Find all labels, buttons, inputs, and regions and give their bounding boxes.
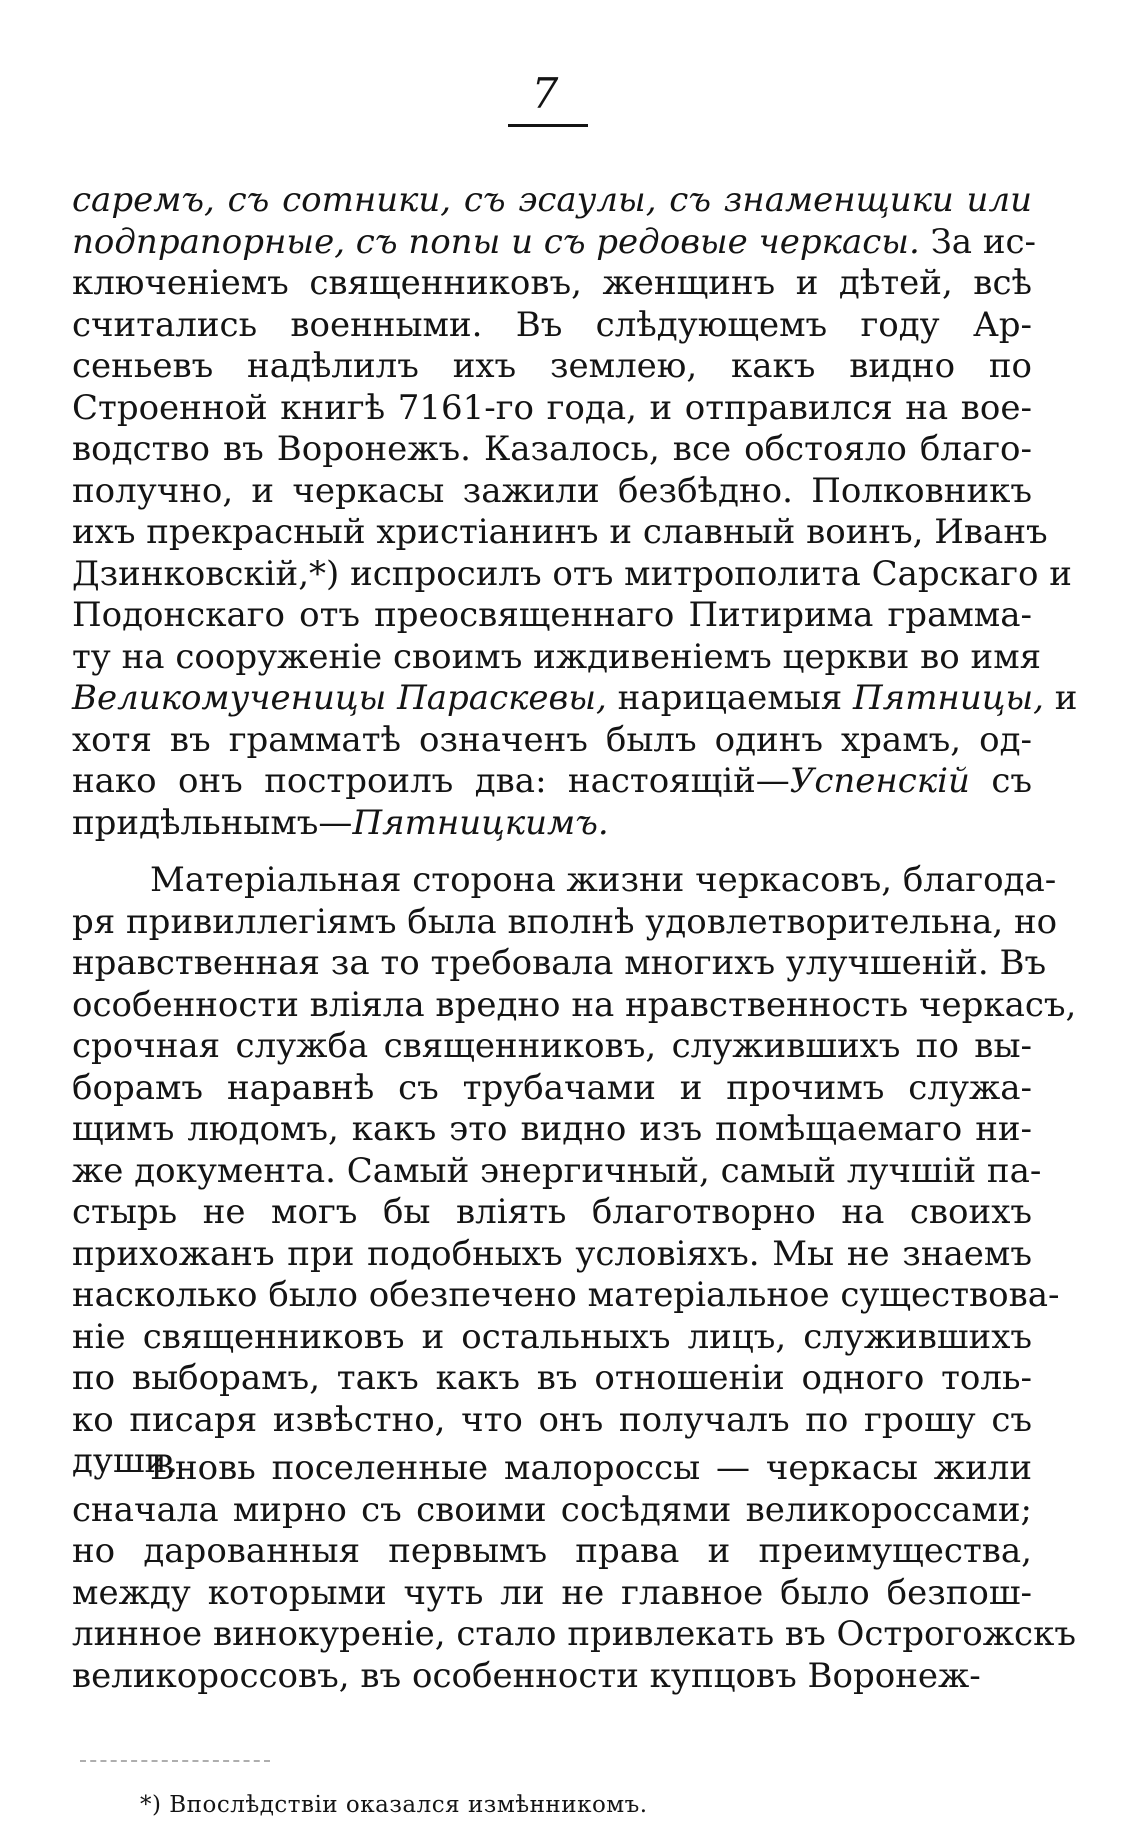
footnote: *) Впослѣдствіи оказался измѣнникомъ.: [140, 1792, 648, 1818]
text-line: [72, 984, 1077, 1027]
italic-run: Пятницкимъ.: [352, 802, 609, 843]
text-line: [72, 1400, 1032, 1442]
text-run: нравственная за то требовала многихъ улучшеній. Въ: [72, 943, 1047, 983]
text-line: [72, 221, 1037, 264]
text-run: великороссовъ, въ особенности купцовъ Воронеж-: [72, 1655, 981, 1696]
text-line: [72, 263, 1032, 305]
text-line: [72, 1573, 1032, 1615]
text-line: [72, 512, 1048, 554]
text-run: души.: [72, 1441, 179, 1481]
text-line: [72, 1150, 1042, 1193]
text-line: [72, 1026, 1032, 1068]
text-run: по выборамъ, такъ какъ въ отношеніи одного толь-: [72, 1358, 1032, 1398]
paragraph-1: [72, 180, 1078, 844]
text-line: [72, 1109, 1032, 1151]
text-run: получно, и черкасы зажили безбѣдно. Полковникъ: [72, 470, 1032, 511]
text-line: [72, 429, 1032, 471]
text-run: сначала мирно съ своими сосѣдями великороссами;: [72, 1489, 1032, 1530]
text-line: [72, 1317, 1032, 1359]
text-line: [72, 803, 1032, 845]
text-run: Строенной книгѣ 7161-го года, и отправился на вое-: [72, 387, 1032, 428]
italic-run: Пятницы,: [853, 678, 1044, 718]
text-run: линное винокуреніе, стало привлекать въ Острогожскъ: [72, 1614, 1076, 1654]
text-line: [72, 761, 1032, 803]
text-run: нако онъ построилъ два: настоящій—: [72, 761, 790, 801]
text-run: Дзинковскій,*) испросилъ отъ митрополита Сарскаго и: [72, 553, 1072, 594]
footnote-separator: [80, 1760, 270, 1762]
text-run: но дарованныя первымъ права и преимущества,: [72, 1531, 1032, 1571]
italic-run: подпрапорные, съ попы и съ редовые черкасы.: [72, 221, 920, 262]
text-run: особенности вліяла вредно на нравственность черкасъ,: [72, 984, 1077, 1025]
text-line: [72, 1531, 1032, 1573]
text-line: [72, 678, 1078, 720]
italic-run: саремъ, съ сотники, съ эсаулы, съ знаменщики или: [72, 180, 1032, 220]
text-run: ихъ прекрасный христіанинъ и славный воинъ, Иванъ: [72, 512, 1048, 552]
text-line: [72, 1234, 1032, 1276]
text-run: и: [1043, 678, 1078, 718]
text-line: [72, 1068, 1032, 1110]
text-run: водство въ Воронежъ. Казалось, все обстояло благо-: [72, 429, 1032, 469]
text-line: [72, 901, 1058, 944]
text-run: между которыми чуть ли не главное было безпош-: [72, 1572, 1032, 1613]
text-line: [72, 595, 1032, 637]
text-line: [72, 1614, 1076, 1656]
italic-run: Великомученицы Параскевы,: [72, 678, 607, 718]
text-run: считались военными. Въ слѣдующемъ году Ар-: [72, 304, 1032, 345]
paragraph-2: [72, 860, 1077, 1483]
text-run: придѣльнымъ—: [72, 802, 353, 843]
text-run: щимъ людомъ, какъ это видно изъ помѣщаемаго ни-: [72, 1109, 1032, 1149]
text-run: За ис-: [919, 221, 1037, 262]
text-line: [72, 1275, 1060, 1317]
text-run: борамъ наравнѣ съ трубачами и прочимъ служа-: [72, 1067, 1032, 1108]
text-run: срочная служба священниковъ, служившихъ по вы-: [72, 1026, 1032, 1066]
text-run: ря привиллегіямъ была вполнѣ удовлетворительна, но: [72, 901, 1058, 942]
text-run: стырь не могъ бы вліять благотворно на своихъ: [72, 1192, 1032, 1232]
text-line: [72, 553, 1072, 596]
italic-run: Успенскій: [789, 761, 970, 801]
text-line: [72, 1358, 1032, 1400]
text-run: ключеніемъ священниковъ, женщинъ и дѣтей, всѣ: [72, 263, 1032, 303]
text-line: [72, 636, 1042, 679]
text-run: ту на сооруженіе своимъ иждивеніемъ церкви во имя: [72, 636, 1042, 677]
text-run: Матеріальная сторона жизни черкасовъ, благода-: [150, 860, 1057, 900]
text-line: [72, 860, 1057, 902]
text-line: [72, 943, 1047, 985]
text-run: прихожанъ при подобныхъ условіяхъ. Мы не знаемъ: [72, 1233, 1032, 1274]
text-line: [72, 1490, 1032, 1532]
paragraph-3: [72, 1448, 1076, 1697]
text-run: же документа. Самый энергичный, самый лучшій па-: [72, 1150, 1042, 1191]
text-run: ко писаря извѣстно, что онъ получалъ по грошу съ: [72, 1399, 1032, 1440]
text-line: [72, 180, 1032, 222]
text-run: насколько было обезпечено матеріальное существова-: [72, 1275, 1060, 1315]
text-run: нарицаемыя: [606, 678, 854, 718]
text-line: [72, 346, 1032, 388]
text-line: [72, 471, 1032, 513]
text-line: [72, 720, 1032, 762]
text-run: сеньевъ надѣлилъ ихъ землею, какъ видно по: [72, 346, 1032, 386]
text-line: [72, 1656, 1032, 1698]
page-number-underline: [508, 124, 588, 127]
text-run: Вновь поселенные малороссы — черкасы жили: [150, 1448, 1032, 1488]
text-run: съ: [969, 761, 1032, 801]
text-run: ніе священниковъ и остальныхъ лицъ, служившихъ: [72, 1316, 1032, 1357]
text-line: [72, 305, 1032, 347]
text-line: [72, 388, 1032, 430]
text-line: [72, 1192, 1032, 1234]
page-number: 7: [531, 69, 559, 118]
text-run: хотя въ грамматѣ означенъ былъ одинъ храмъ, од-: [72, 719, 1032, 760]
text-run: Подонскаго отъ преосвященнаго Питирима грамма-: [72, 595, 1032, 635]
text-line: [72, 1448, 1032, 1490]
